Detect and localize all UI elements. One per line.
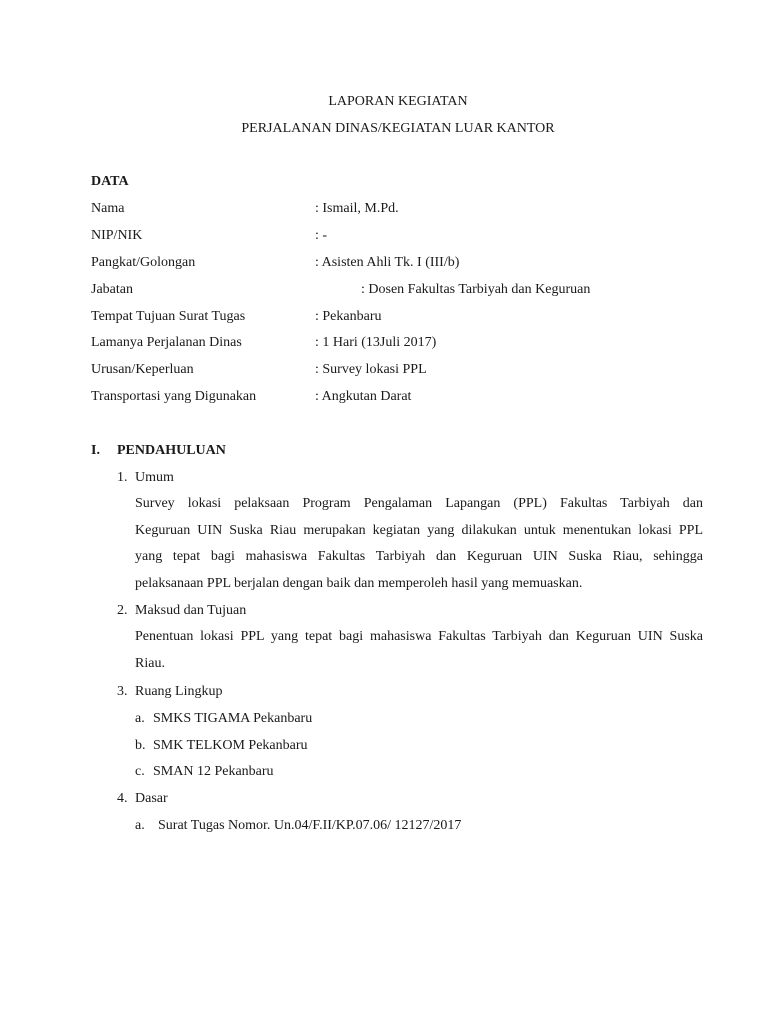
document-subtitle: PERJALANAN DINAS/KEGIATAN LUAR KANTOR — [241, 121, 555, 136]
item-number-1: 1. — [117, 470, 128, 485]
paragraph-line: Riau. — [135, 655, 165, 671]
data-heading: DATA — [91, 174, 129, 189]
subitem-letter-c: c. — [135, 764, 145, 779]
field-label-pangkat: Pangkat/Golongan — [91, 255, 196, 270]
document-title: LAPORAN KEGIATAN — [328, 94, 468, 109]
field-value-pangkat: : Asisten Ahli Tk. I (III/b) — [315, 255, 460, 270]
field-value-transportasi: : Angkutan Darat — [315, 389, 412, 404]
field-label-urusan: Urusan/Keperluan — [91, 362, 194, 377]
field-label-jabatan: Jabatan — [91, 282, 133, 297]
section-heading: PENDAHULUAN — [117, 443, 226, 458]
field-label-nip: NIP/NIK — [91, 228, 143, 243]
paragraph-maksud — [135, 624, 703, 677]
item-title-maksud: Maksud dan Tujuan — [135, 603, 247, 618]
subitem-text-sman-12: SMAN 12 Pekanbaru — [153, 764, 274, 779]
field-label-transportasi: Transportasi yang Digunakan — [91, 389, 257, 404]
field-value-nip: : - — [315, 228, 328, 243]
subitem-text-smk-telkom: SMK TELKOM Pekanbaru — [153, 738, 308, 753]
paragraph-line: Survey lokasi pelaksaan Program Pengalaman Lapangan (PPL) Fakultas Tarbiyah dan — [135, 496, 703, 511]
subitem-text-smks-tigama: SMKS TIGAMA Pekanbaru — [153, 711, 313, 726]
paragraph-umum — [135, 491, 703, 598]
field-value-lamanya: : 1 Hari (13Juli 2017) — [315, 335, 437, 350]
item-title-dasar: Dasar — [135, 791, 168, 806]
paragraph-line: Keguruan UIN Suska Riau merupakan kegiatan yang dilakukan untuk menentukan lokasi PPL — [135, 522, 703, 538]
item-number-4: 4. — [117, 791, 128, 806]
field-value-jabatan: : Dosen Fakultas Tarbiyah dan Keguruan — [361, 282, 591, 297]
field-value-nama: : Ismail, M.Pd. — [315, 201, 399, 216]
subitem-letter-a: a. — [135, 711, 145, 726]
field-label-nama: Nama — [91, 201, 125, 216]
item-number-3: 3. — [117, 684, 128, 699]
paragraph-line: yang tepat bagi mahasiswa Fakultas Tarbiyah dan Keguruan UIN Suska Riau, sehingga — [135, 549, 703, 565]
subitem-letter-a: a. — [135, 818, 145, 833]
field-label-lamanya: Lamanya Perjalanan Dinas — [91, 335, 242, 350]
item-title-umum: Umum — [135, 470, 174, 485]
item-title-ruang-lingkup: Ruang Lingkup — [135, 684, 223, 699]
section-number: I. — [91, 443, 100, 458]
field-value-tempat: : Pekanbaru — [315, 309, 382, 324]
field-label-tempat: Tempat Tujuan Surat Tugas — [91, 309, 246, 324]
item-number-2: 2. — [117, 603, 128, 618]
subitem-letter-b: b. — [135, 738, 146, 753]
paragraph-line: Penentuan lokasi PPL yang tepat bagi mahasiswa Fakultas Tarbiyah dan Keguruan UIN Suska — [135, 629, 703, 644]
field-value-urusan: : Survey lokasi PPL — [315, 362, 427, 377]
subitem-text-surat-tugas: Surat Tugas Nomor. Un.04/F.II/KP.07.06/ 12127/2017 — [158, 818, 462, 833]
paragraph-line: pelaksanaan PPL berjalan dengan baik dan memperoleh hasil yang memuaskan. — [135, 576, 583, 592]
